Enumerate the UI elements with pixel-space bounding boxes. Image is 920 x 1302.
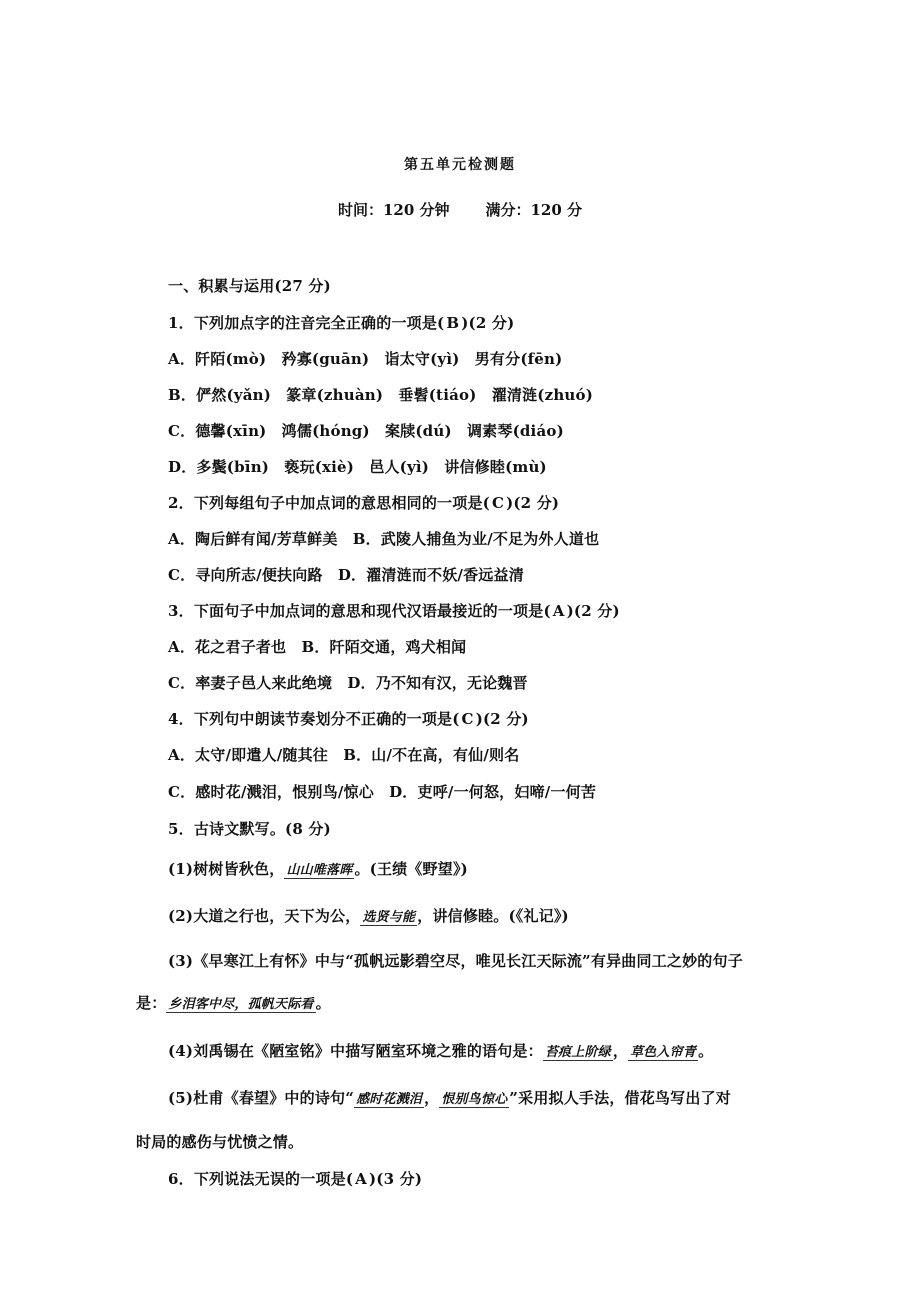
q1-option-d: D．多鬓(bīn) 亵玩(xiè) 邑人(yì) 讲信修睦(mù): [168, 458, 547, 476]
q5-answer-5b: 恨别鸟惊心: [441, 1092, 508, 1107]
answer-6: A: [355, 1170, 367, 1188]
question-3-stem: 3．下面句子中加点词的意思和现代汉语最接近的一项是( A )(2 分): [168, 602, 620, 620]
q5-part-4: (4)刘禹锡在《陋室铭》中描写陋室环境之雅的语句是： 苔痕上阶绿 ， 草色入帘青 。: [168, 1042, 714, 1060]
question-5-stem: 5．古诗文默写。(8 分): [168, 820, 331, 838]
answer-2: C: [491, 494, 505, 512]
question-2-stem: 2．下列每组句子中加点词的意思相同的一项是( C )(2 分): [168, 494, 560, 512]
q5-answer-4b: 草色入帘青: [630, 1045, 697, 1060]
question-1-stem: 1．下列加点字的注音完全正确的一项是( B )(2 分): [168, 314, 515, 332]
page-title: 第五单元检测题: [404, 157, 516, 173]
time-label: 时间：120 分钟: [337, 201, 450, 219]
q1-option-b: B．俨然(yǎn) 篆章(zhuàn) 垂髫(tiáo) 濯清涟(zhuó): [168, 386, 594, 404]
q5-part-5-line1: (5)杜甫《春望》中的诗句“ 感时花溅泪 ， 恨别鸟惊心 ”采用拟人手法，借花鸟写出了对: [168, 1089, 731, 1107]
q3-options-ab: A．花之君子者也 B．阡陌交通，鸡犬相闻: [168, 638, 467, 656]
question-6-stem: 6．下列说法无误的一项是( A )(3 分): [168, 1170, 423, 1188]
q5-part-3-line1: (3)《早寒江上有怀》中与“孤帆远影碧空尽，唯见长江天际流”有异曲同工之妙的句子: [168, 952, 743, 970]
question-4-stem: 4．下列句中朗读节奏划分不正确的一项是( C )(2 分): [168, 710, 529, 728]
q5-answer-2: 选贤与能: [362, 910, 416, 925]
q4-options-ab: A．太守/即遣人/随其往 B．山/不在高，有仙/则名: [168, 746, 520, 764]
q1-option-c: C．德馨(xīn) 鸿儒(hóng) 案牍(dú) 调素琴(diáo): [168, 422, 564, 440]
answer-3: A: [552, 602, 565, 620]
q3-options-cd: C．率妻子邑人来此绝境 D．乃不知有汉，无论魏晋: [168, 674, 528, 692]
q5-answer-3: 乡泪客中尽，孤帆天际看: [168, 997, 314, 1012]
q5-part-5-line2: 时局的感伤与忧愤之情。: [136, 1133, 304, 1151]
answer-1: B: [446, 314, 460, 332]
q5-answer-4a: 苔痕上阶绿: [544, 1045, 611, 1060]
time-score-line: [0, 199, 920, 220]
q5-part-2: (2)大道之行也，天下为公， 选贤与能 ，讲信修睦。(《礼记》): [168, 907, 569, 925]
section-heading: 一、积累与运用(27 分): [168, 277, 331, 295]
q2-options-cd: C．寻向所志/便扶向路 D．濯清涟而不妖/香远益清: [168, 566, 524, 584]
q4-options-cd: C．感时花/溅泪，恨别鸟/惊心 D．吏呼/一何怒，妇啼/一何苦: [168, 783, 597, 801]
q5-answer-5a: 感时花溅泪: [356, 1092, 423, 1107]
score-label: 满分：120 分: [485, 201, 583, 219]
q5-part-3-line2: 是： 乡泪客中尽，孤帆天际看 。: [136, 994, 331, 1012]
q5-answer-1: 山山唯落晖: [286, 863, 353, 878]
answer-4: C: [461, 710, 474, 728]
q1-option-a: A．阡陌(mò) 矜寡(guān) 诣太守(yì) 男有分(fēn): [168, 350, 563, 368]
q2-options-ab: A．陶后鲜有闻/芳草鲜美 B．武陵人捕鱼为业/不足为外人道也: [168, 530, 600, 548]
q5-part-1: (1)树树皆秋色， 山山唯落晖 。(王绩《野望》): [168, 860, 468, 878]
